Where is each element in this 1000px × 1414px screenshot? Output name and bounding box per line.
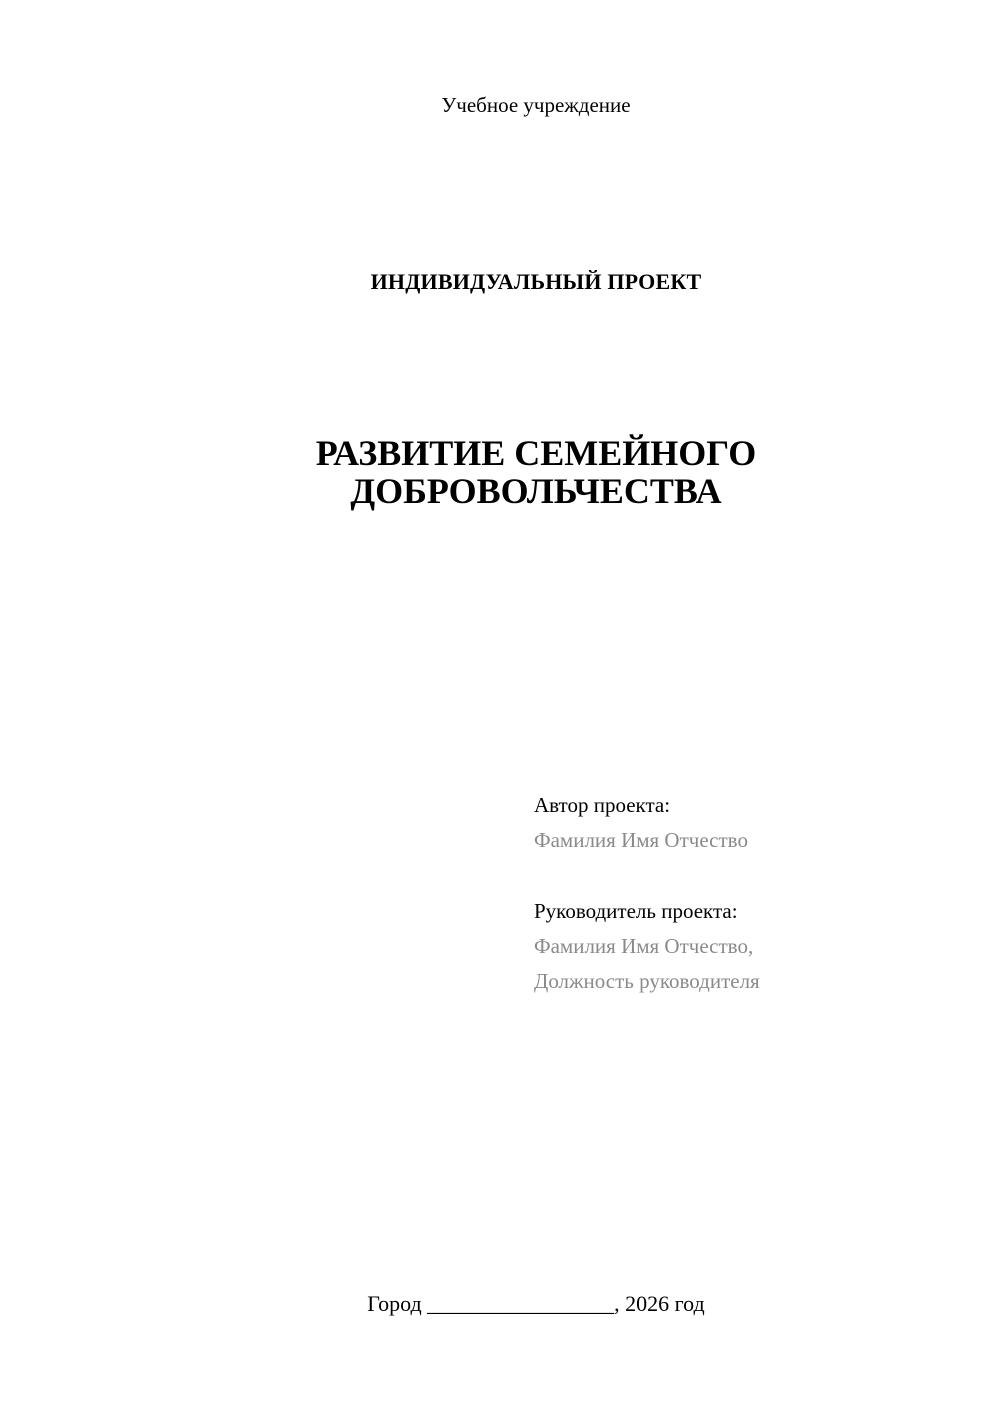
supervisor-block xyxy=(534,894,974,999)
institution-name: Учебное учреждение xyxy=(441,93,631,117)
supervisor-label: Руководитель проекта: xyxy=(534,899,738,923)
supervisor-name: Фамилия Имя Отчество, xyxy=(534,934,754,958)
author-block xyxy=(534,788,974,858)
project-title-line-2: ДОБРОВОЛЬЧЕСТВА xyxy=(350,471,722,511)
author-name: Фамилия Имя Отчество xyxy=(534,828,748,852)
author-label: Автор проекта: xyxy=(534,793,671,817)
supervisor-position: Должность руководителя xyxy=(534,969,760,993)
project-title xyxy=(0,434,1000,510)
document-type: ИНДИВИДУАЛЬНЫЙ ПРОЕКТ xyxy=(370,269,702,294)
project-title-line-1: РАЗВИТИЕ СЕМЕЙНОГО xyxy=(315,433,757,473)
city-year-line: Город _________________, 2026 год xyxy=(367,1291,705,1316)
